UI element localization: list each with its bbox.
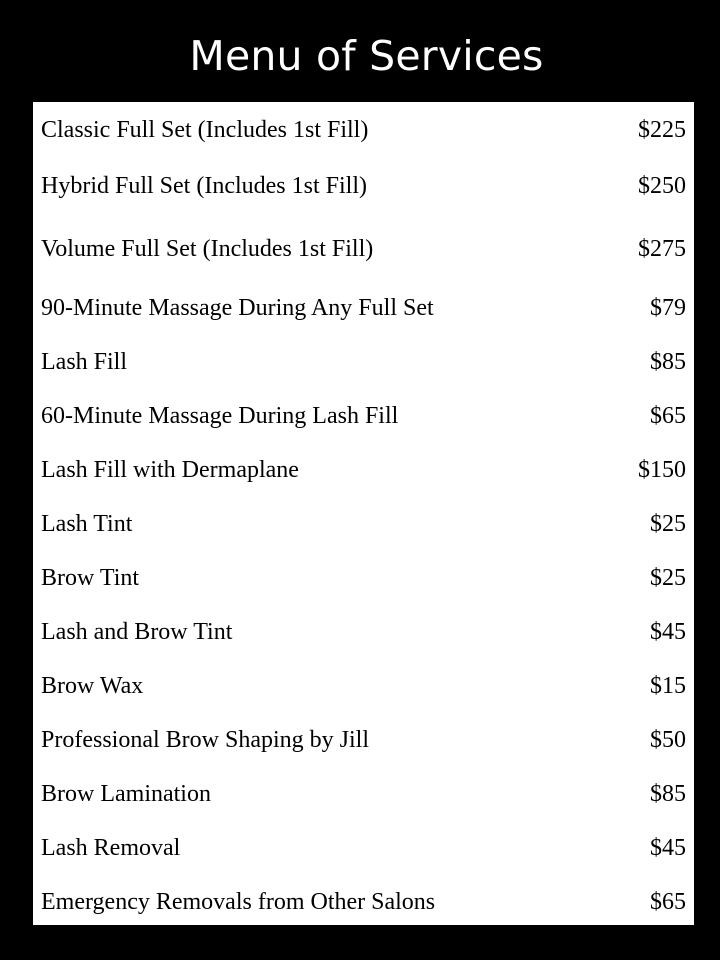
services-menu xyxy=(33,102,694,925)
service-row xyxy=(41,664,686,708)
service-name: Hybrid Full Set (Includes 1st Fill) xyxy=(41,173,367,199)
service-price: $45 xyxy=(650,835,686,861)
service-name: Volume Full Set (Includes 1st Fill) xyxy=(41,236,374,262)
service-name: Lash Fill xyxy=(41,349,128,375)
service-price: $275 xyxy=(638,236,686,262)
service-row xyxy=(41,340,686,384)
service-name: Brow Lamination xyxy=(41,781,211,807)
service-row xyxy=(41,718,686,762)
service-name: Lash Tint xyxy=(41,511,133,537)
service-name: 60-Minute Massage During Lash Fill xyxy=(41,403,399,429)
service-price: $50 xyxy=(650,727,686,753)
service-row xyxy=(41,394,686,438)
service-name: Lash and Brow Tint xyxy=(41,619,233,645)
service-price: $85 xyxy=(650,781,686,807)
service-price: $65 xyxy=(650,403,686,429)
service-price: $79 xyxy=(650,295,686,321)
page-title: Menu of Services xyxy=(189,32,544,80)
service-name: Lash Fill with Dermaplane xyxy=(41,457,299,483)
service-price: $65 xyxy=(650,889,686,915)
service-name: Classic Full Set (Includes 1st Fill) xyxy=(41,117,369,143)
service-row xyxy=(41,772,686,816)
service-price: $250 xyxy=(638,173,686,199)
service-row xyxy=(41,448,686,492)
service-row xyxy=(41,227,686,271)
service-price: $85 xyxy=(650,349,686,375)
service-row xyxy=(41,556,686,600)
service-name: Brow Wax xyxy=(41,673,144,699)
service-row xyxy=(41,610,686,654)
service-row xyxy=(41,164,686,208)
service-name: Lash Removal xyxy=(41,835,181,861)
service-name: 90-Minute Massage During Any Full Set xyxy=(41,295,434,321)
service-price: $150 xyxy=(638,457,686,483)
service-price: $25 xyxy=(650,511,686,537)
service-name: Emergency Removals from Other Salons xyxy=(41,889,436,915)
service-name: Professional Brow Shaping by Jill xyxy=(41,727,369,753)
service-row xyxy=(41,880,686,924)
service-price: $225 xyxy=(638,117,686,143)
service-price: $15 xyxy=(650,673,686,699)
service-row xyxy=(41,502,686,546)
service-row xyxy=(41,826,686,870)
service-row xyxy=(41,108,686,152)
service-price: $25 xyxy=(650,565,686,591)
service-row xyxy=(41,286,686,330)
service-name: Brow Tint xyxy=(41,565,140,591)
service-price: $45 xyxy=(650,619,686,645)
